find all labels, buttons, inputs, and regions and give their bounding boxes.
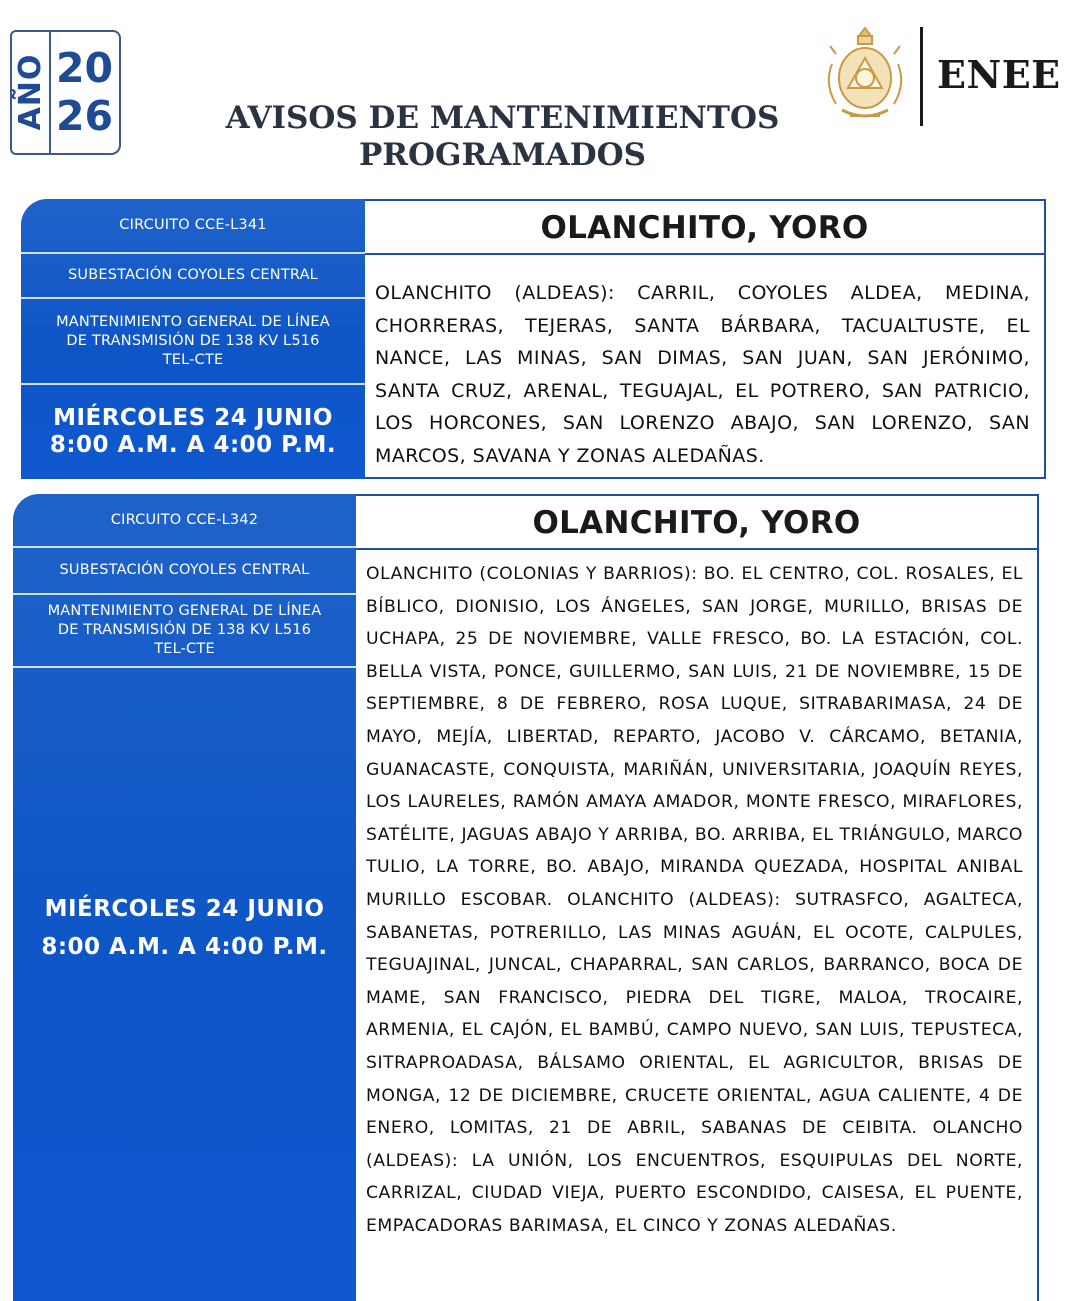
work-description-line1: MANTENIMIENTO GENERAL DE LÍNEA: [47, 603, 322, 619]
notice-detail-panel: [356, 494, 1039, 1301]
circuit-label: CIRCUITO CCE-L341: [21, 199, 365, 254]
maintenance-notice-card: [21, 199, 1046, 479]
work-description-line1: MANTENIMIENTO GENERAL DE LÍNEA: [56, 313, 330, 330]
notice-info-panel: [21, 199, 365, 479]
work-description-line2: DE TRANSMISIÓN DE 138 KV L516: [57, 622, 312, 638]
work-description-line3: TEL-CTE: [162, 351, 224, 368]
year-top-digits: 20: [56, 44, 114, 92]
circuit-label: CIRCUITO CCE-L342: [13, 494, 356, 548]
notice-detail-panel: [365, 199, 1046, 479]
page-title-line2: PROGRAMADOS: [358, 137, 646, 173]
schedule-date: MIÉRCOLES 24 JUNIO: [53, 405, 333, 431]
schedule-date: MIÉRCOLES 24 JUNIO: [44, 896, 325, 922]
year-bottom-digits: 26: [56, 92, 114, 140]
work-description-line2: DE TRANSMISIÓN DE 138 KV L516: [66, 332, 320, 349]
logo-separator: [920, 27, 923, 126]
year-label: AÑO: [13, 53, 48, 131]
schedule-time: 8:00 A.M. A 4:00 P.M.: [41, 934, 328, 960]
schedule-time: 8:00 A.M. A 4:00 P.M.: [49, 432, 337, 458]
affected-zones: OLANCHITO (COLONIAS Y BARRIOS): BO. EL CENTRO, COL. ROSALES, EL BÍBLICO, DIONISIO, LOS ÁNGELES, SAN JORGE, MURILLO, BRISAS DE UCHAPA, 25 DE NOVIEMBRE, VALLE FRESCO, BO. LA ESTACIÓN, COL. BELLA VISTA, PONCE, GUILLERMO, SAN LUIS, 21 DE NOVIEMBRE, 15 DE SEPTIEMBRE, 8 DE FEBRERO, ROSA LUQUE, SITRABARIMASA, 24 DE MAYO, MEJÍA, LIBERTAD, REPARTO, JACOBO V. CÁRCAMO, BETANIA, GUANACASTE, CONQUISTA, MARIÑÁN, UNIVERSITARIA, JOAQUÍN REYES, LOS LAURELES, RAMÓN AMAYA AMADOR, MONTE FRESCO, MIRAFLORES, SATÉLITE, JAGUAS ABAJO Y ARRIBA, BO. ARRIBA, EL TRIÁNGULO, MARCO TULIO, LA TORRE, BO. ABAJO, MIRANDA QUEZADA, HOSPITAL ANIBAL MURILLO ESCOBAR. OLANCHITO (ALDEAS): SUTRASFCO, AGALTECA, SABANETAS, POTRERILLO, LAS MINAS AGUÁN, EL OCOTE, CALPULES, TEGUAJINAL, JUNCAL, CHAPARRAL, SAN CARLOS, BARRANCO, BOCA DE MAME, SAN FRANCISCO, PIEDRA DEL TIGRE, MALOA, TROCAIRE, ARMENIA, EL CAJÓN, EL BAMBÚ, CAMPO NUEVO, SAN LUIS, TEPUSTECA, SITRAPROADASA, BÁLSAMO ORIENTAL, EL AGRICULTOR, BRISAS DE MONGA, 12 DE DICIEMBRE, CRUCETE ORIENTAL, AGUA CALIENTE, 4 DE ENERO, LOMITAS, 21 DE ABRIL, SABANAS DE CEIBITA. OLANCHO (ALDEAS): LA UNIÓN, LOS ENCUENTROS, ESQUIPULAS DEL NORTE, CARRIZAL, CIUDAD VIEJA, PUERTO ESCONDIDO, CAISESA, EL PUENTE, EMPACADORAS BARIMASA, EL CINCO Y ZONAS ALEDAÑAS.: [366, 564, 1023, 1236]
substation-label: SUBESTACIÓN COYOLES CENTRAL: [13, 548, 356, 595]
brand-name: ENEE: [937, 52, 1061, 97]
year-badge-divider: [49, 30, 51, 155]
schedule: [13, 668, 356, 1188]
affected-zones: OLANCHITO (ALDEAS): CARRIL, COYOLES ALDEA, MEDINA, CHORRERAS, TEJERAS, SANTA BÁRBARA, TACUALTUSTE, EL NANCE, LAS MINAS, SAN DIMAS, SAN JUAN, SAN JERÓNIMO, SANTA CRUZ, ARENAL, TEGUAJAL, EL POTRERO, SAN PATRICIO, LOS HORCONES, SAN LORENZO ABAJO, SAN LORENZO, SAN MARCOS, SAVANA Y ZONAS ALEDAÑAS.: [375, 282, 1030, 467]
schedule: [21, 385, 365, 479]
work-description-line3: TEL-CTE: [154, 641, 215, 657]
work-description: [13, 595, 356, 668]
substation-label: SUBESTACIÓN COYOLES CENTRAL: [21, 254, 365, 299]
page-title: [220, 100, 785, 174]
maintenance-notice-card: [13, 494, 1039, 1301]
location-heading: OLANCHITO, YORO: [356, 496, 1037, 550]
coat-of-arms-logo: [822, 24, 908, 126]
year-badge: [10, 30, 121, 155]
work-description: [21, 299, 365, 385]
notice-info-panel: [13, 494, 356, 1301]
page-title-line1: AVISOS DE MANTENIMIENTOS: [225, 100, 780, 136]
location-heading: OLANCHITO, YORO: [365, 201, 1044, 255]
